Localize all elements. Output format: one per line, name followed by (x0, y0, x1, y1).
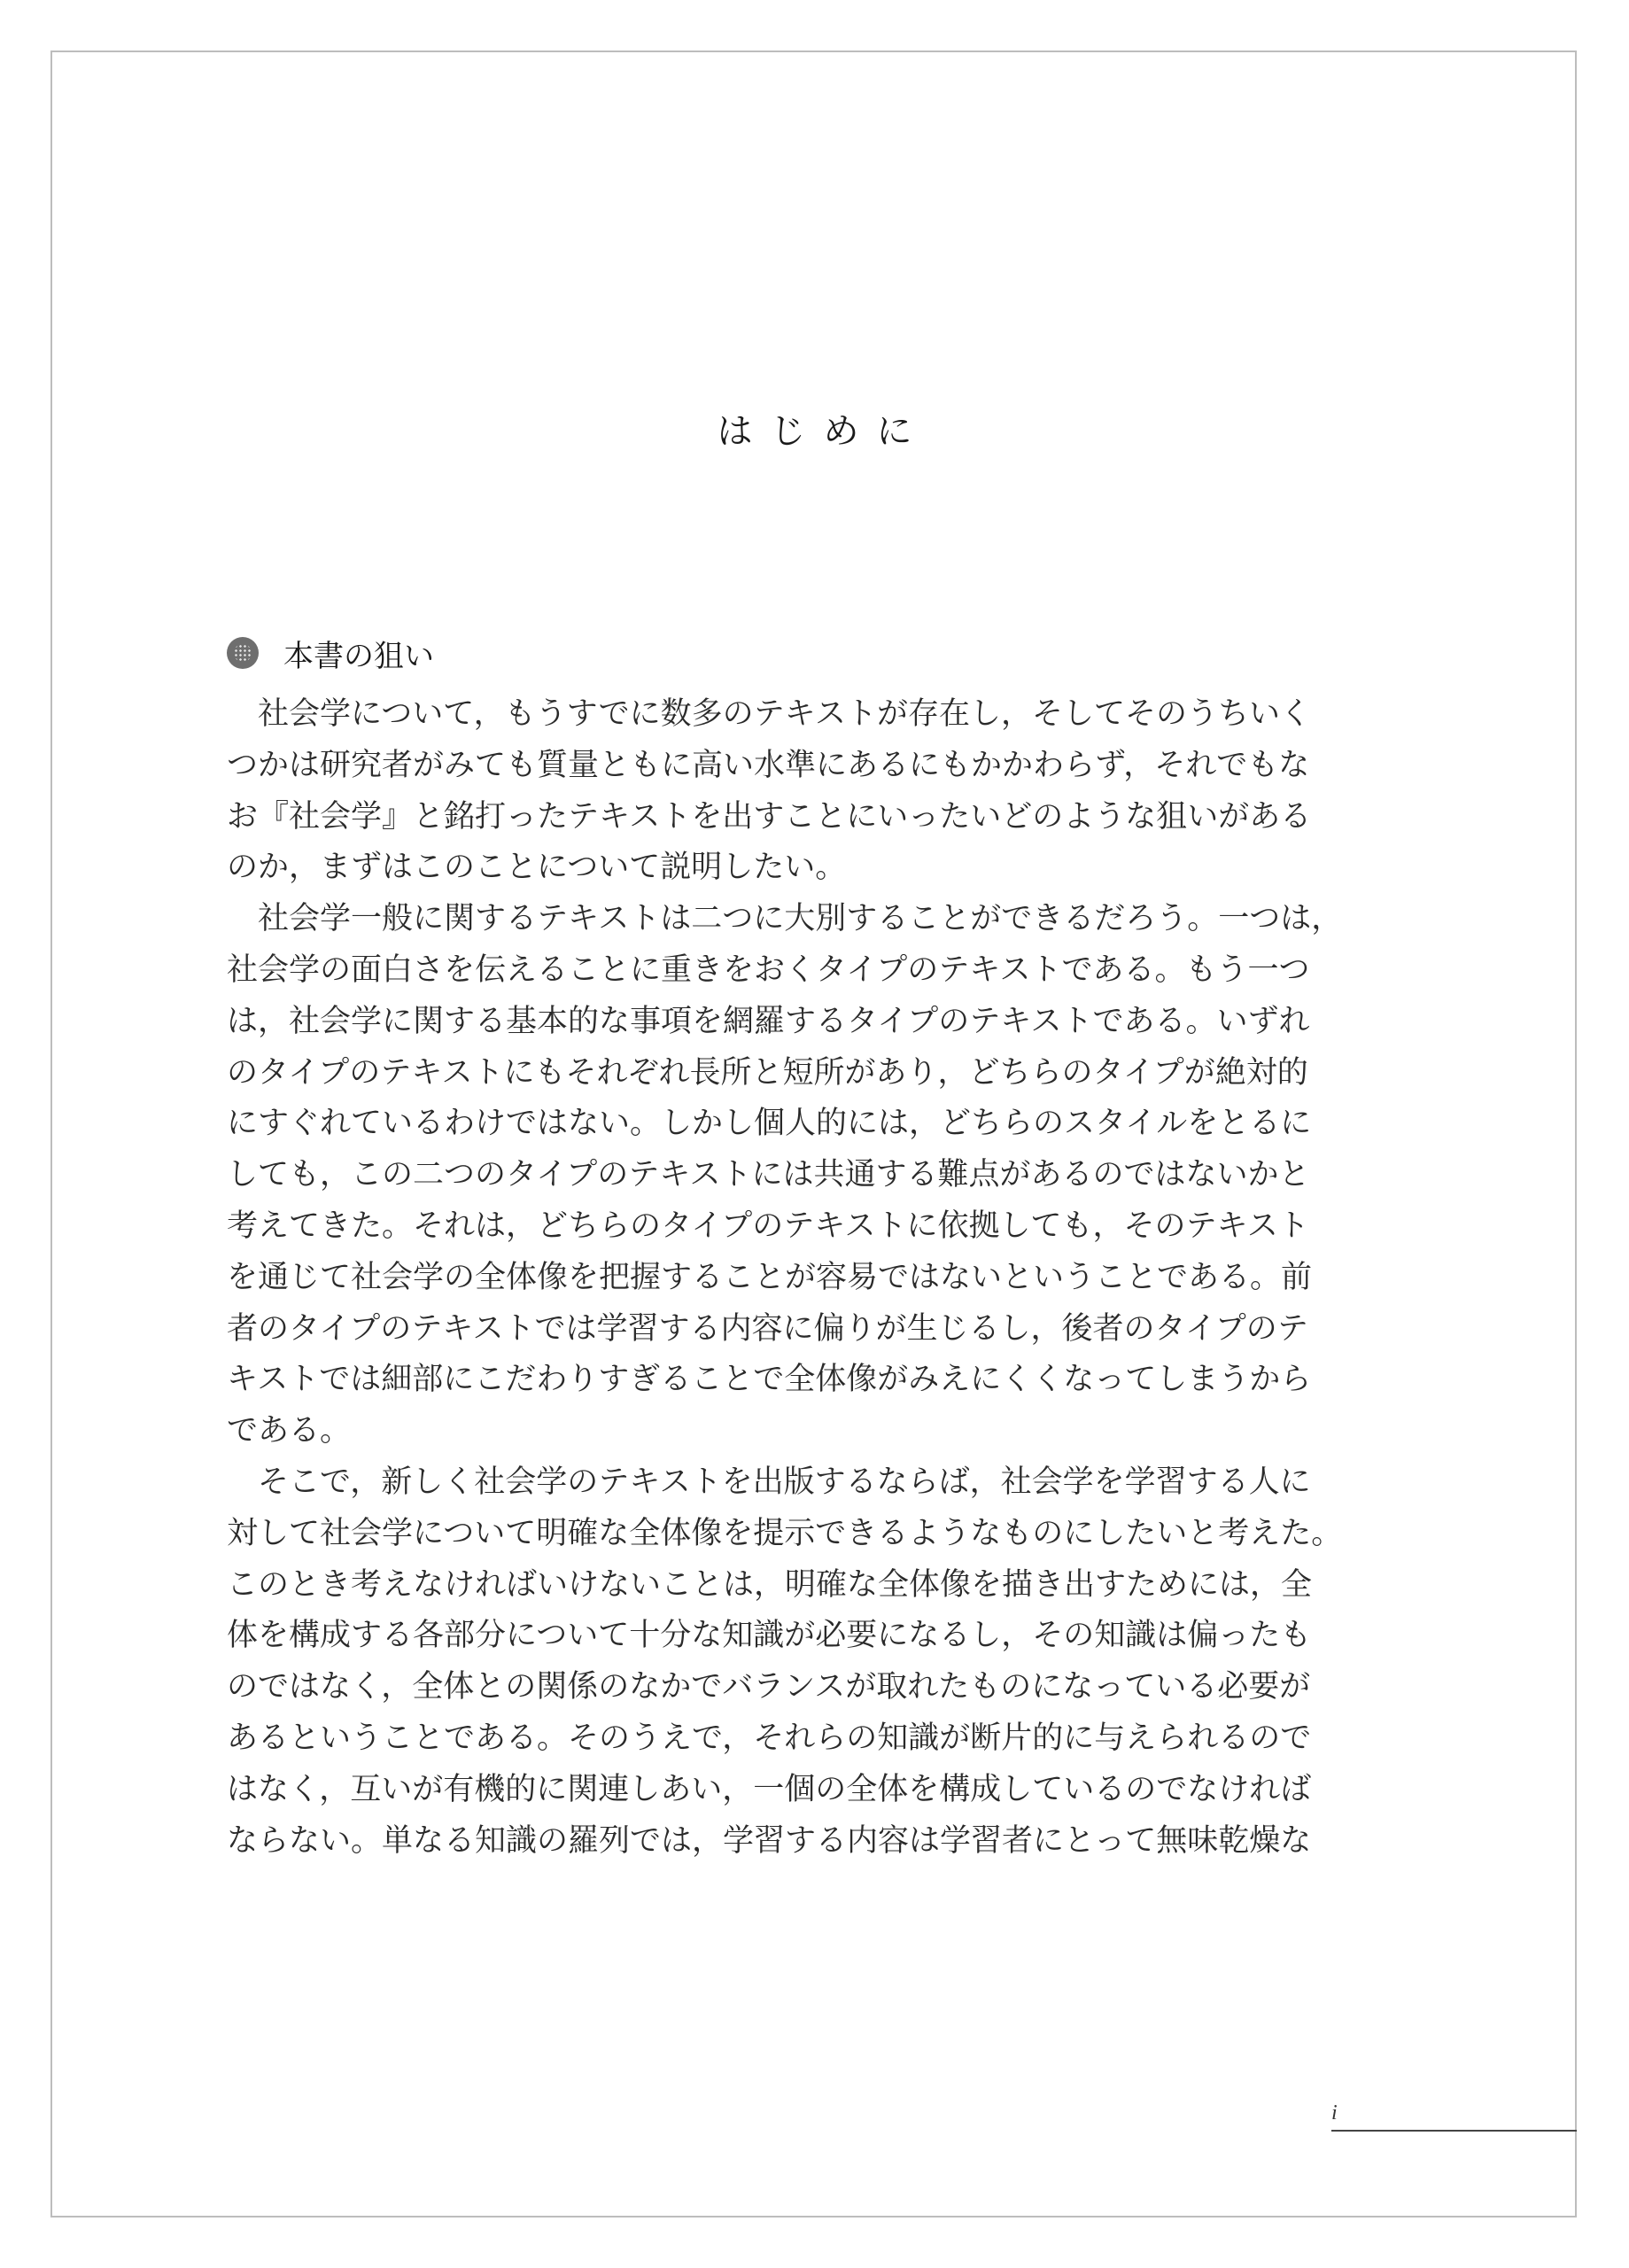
body-line: そこで，新しく社会学のテキストを出版するならば，社会学を学習する人に (227, 1464, 1311, 1500)
body-line: お『社会学』と銘打ったテキストを出すことにいったいどのような狙いがある (227, 798, 1312, 835)
body-line: のか，まずはこのことについて説明したい。 (227, 850, 847, 886)
page-number: i (1331, 2101, 1338, 2124)
body-line: 社会学一般に関するテキストは二つに大別することができるだろう。一つは， (227, 901, 1343, 937)
body-line: 社会学の面白さを伝えることに重きをおくタイプのテキストである。もう一つ (227, 951, 1310, 988)
body-line: は，社会学に関する基本的な事項を網羅するタイプのテキストである。いずれ (227, 1003, 1310, 1039)
body-line: である。 (227, 1413, 352, 1449)
body-line: 考えてきた。それは，どちらのタイプのテキストに依拠しても，そのテキスト (227, 1208, 1309, 1244)
body-line: にすぐれているわけではない。しかし個人的には，どちらのスタイルをとるに (227, 1106, 1312, 1142)
body-line: のタイプのテキストにもそれぞれ長所と短所があり，どちらのタイプが絶対的 (227, 1054, 1308, 1091)
section-heading (227, 633, 434, 672)
body-line: のではなく，全体との関係のなかでバランスが取れたものになっている必要が (227, 1669, 1311, 1705)
body-line: ならない。単なる知識の羅列では，学習する内容は学習者にとって無味乾燥な (227, 1822, 1312, 1859)
body-line: はなく，互いが有機的に関連しあい，一個の全体を構成しているのでなければ (227, 1771, 1312, 1807)
body-line: このとき考えなければいけないことは，明確な全体像を描き出すためには，全 (227, 1566, 1313, 1603)
section-heading-label: 本書の狙い (283, 638, 434, 674)
folio-rule (1331, 2130, 1577, 2132)
body-line: つかは研究者がみても質量ともに高い水準にあるにもかかわらず，それでもな (227, 747, 1310, 783)
body-line: しても，この二つのタイプのテキストには共通する難点があるのではないかと (227, 1157, 1310, 1193)
page-title: はじめに (717, 411, 930, 452)
body-line: あるということである。そのうえで，それらの知識が断片的に与えられるので (227, 1720, 1312, 1756)
body-line: を通じて社会学の全体像を把握することが容易ではないということである。前 (227, 1259, 1313, 1295)
body-line: 対して社会学について明確な全体像を提示できるようなものにしたいと考えた。 (227, 1515, 1343, 1551)
body-text (227, 689, 1414, 1867)
body-line: 社会学について，もうすでに数多のテキストが存在し，そしてそのうちいく (227, 696, 1311, 732)
circle-bullet-icon (227, 637, 259, 669)
body-line: キストでは細部にこだわりすぎることで全体像がみえにくくなってしまうから (227, 1362, 1312, 1398)
body-line: 者のタイプのテキストでは学習する内容に偏りが生じるし，後者のタイプのテ (227, 1310, 1308, 1347)
body-line: 体を構成する各部分について十分な知識が必要になるし，その知識は偏ったも (227, 1618, 1312, 1654)
